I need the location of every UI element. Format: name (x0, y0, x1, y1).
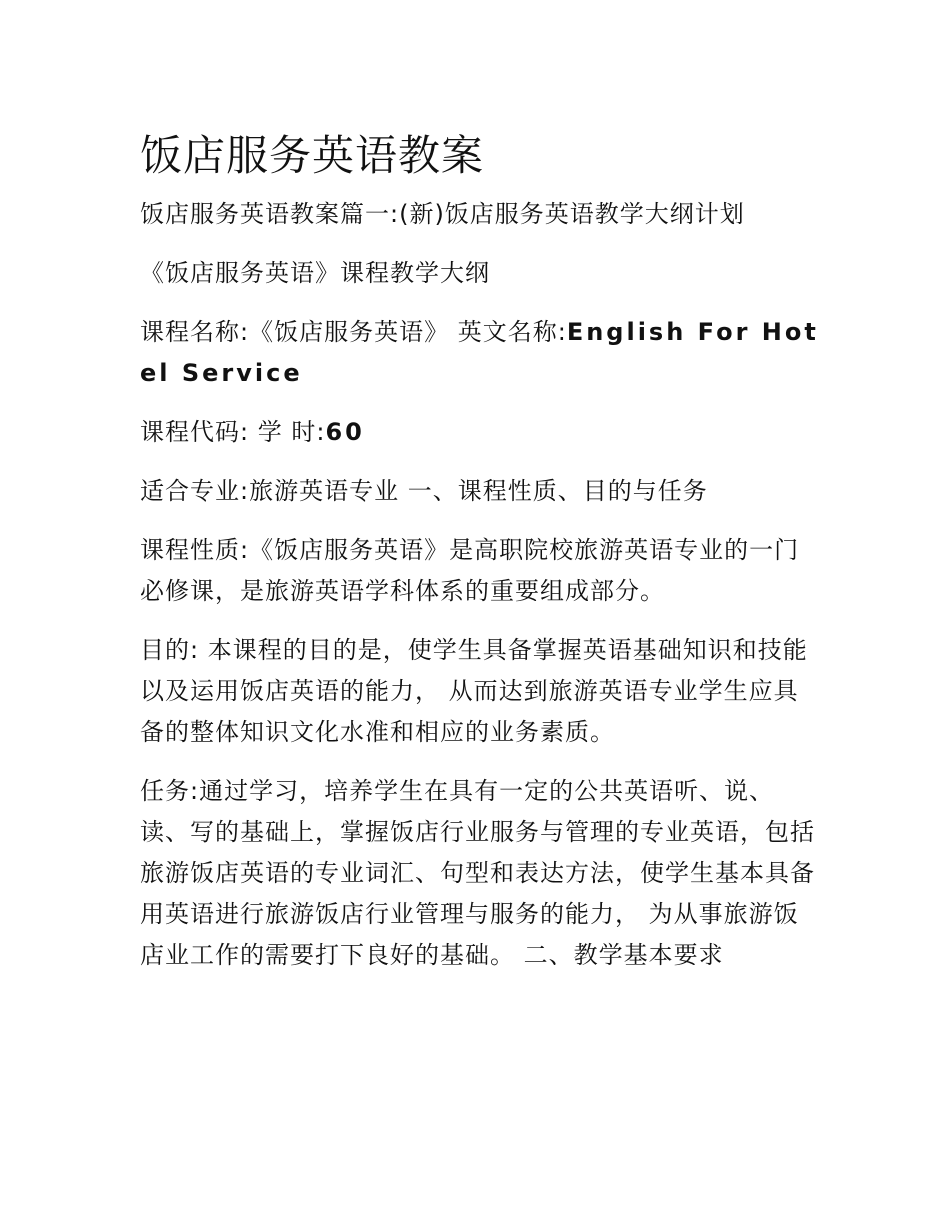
course-name-line (140, 312, 820, 394)
course-task-paragraph: 任务:通过学习，培养学生在具有一定的公共英语听、说、读、写的基础上，掌握饭店行业服务与管理的专业英语，包括旅游饭店英语的专业词汇、句型和表达方法，使学生基本具备用英语进行旅游饭店行业管理与服务的能力， 为从事旅游饭店业工作的需要打下良好的基础。 二、教学基本要求 (140, 777, 815, 969)
syllabus-title: 《饭店服务英语》课程教学大纲 (140, 259, 490, 287)
course-purpose-paragraph: 目的: 本课程的目的是，使学生具备掌握英语基础知识和技能以及运用饭店英语的能力， 从而达到旅游英语专业学生应具备的整体知识文化水准和相应的业务素质。 (140, 636, 808, 746)
course-code-line (140, 412, 820, 453)
course-nature-paragraph: 课程性质:《饭店服务英语》是高职院校旅游英语专业的一门必修课，是旅游英语学科体系的重要组成部分。 (140, 536, 800, 605)
course-name-label: 课程名称:《饭店服务英语》 英文名称: (140, 318, 567, 346)
document-title: 饭店服务英语教案 (140, 131, 485, 180)
course-name-english: English For Hotel Service (140, 318, 819, 387)
document-subtitle: 饭店服务英语教案篇一:(新)饭店服务英语教学大纲计划 (140, 200, 745, 228)
document-body (140, 128, 820, 994)
course-code-label: 课程代码: 学 时: (140, 418, 326, 446)
course-hours-value: 60 (325, 418, 365, 446)
major-line: 适合专业:旅游英语专业 一、课程性质、目的与任务 (140, 477, 708, 505)
